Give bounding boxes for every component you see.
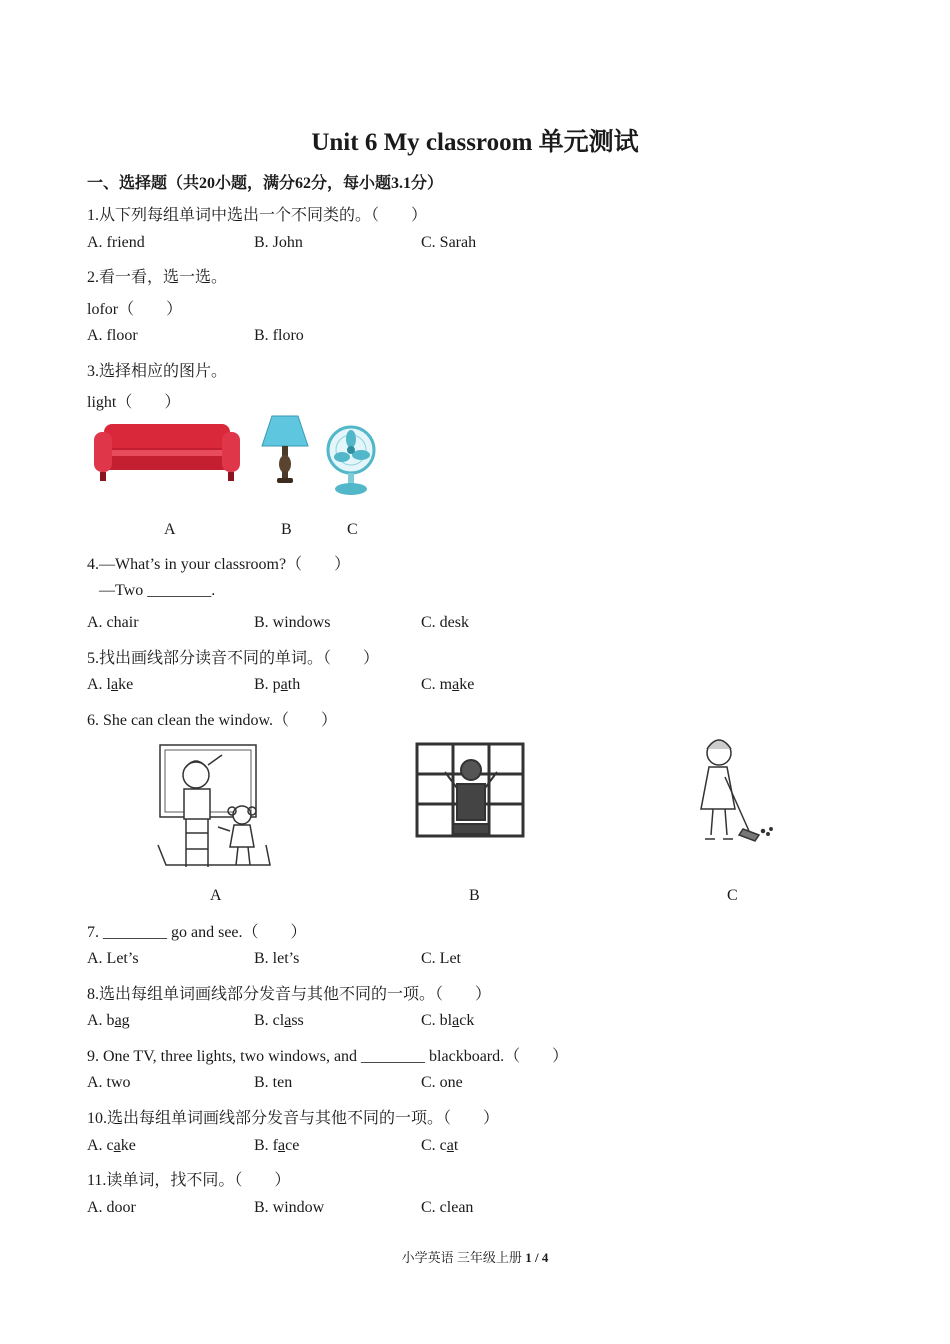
question-8-option-c: C. black bbox=[421, 1012, 475, 1029]
question-7-option-a: A. Let’s bbox=[87, 950, 139, 967]
question-6-label-b: B bbox=[469, 887, 480, 904]
question-2-word: lofor（ ） bbox=[87, 301, 183, 318]
footer-subject: 小学英语 三年级上册 bbox=[401, 1250, 526, 1265]
question-3-label-c: C bbox=[347, 521, 358, 538]
question-11-option-b: B. window bbox=[254, 1199, 325, 1216]
footer-separator: / bbox=[531, 1250, 542, 1265]
question-10-stem: 10.选出每组单词画线部分发音与其他不同的一项。（ ） bbox=[87, 1110, 500, 1127]
footer-page-total: 4 bbox=[541, 1250, 549, 1265]
question-10-option-c: C. cat bbox=[421, 1137, 459, 1154]
question-8-option-a: A. bag bbox=[87, 1012, 130, 1029]
question-5-option-b: B. path bbox=[254, 676, 301, 693]
question-9-option-b: B. ten bbox=[254, 1074, 293, 1091]
sofa-icon bbox=[94, 418, 240, 484]
question-4-line2: —Two ________. bbox=[99, 582, 216, 599]
section-heading: 一、选择题（共20小题，满分62分，每小题3.1分） bbox=[87, 175, 444, 192]
question-1-option-a: A. friend bbox=[87, 234, 145, 251]
question-2-option-b: B. floro bbox=[254, 327, 304, 344]
girl-sweeping-icon bbox=[689, 737, 777, 847]
page-title: Unit 6 My classroom 单元测试 bbox=[311, 129, 639, 156]
question-3-word: light（ ） bbox=[87, 394, 181, 411]
fan-icon bbox=[326, 425, 376, 497]
question-9-option-c: C. one bbox=[421, 1074, 463, 1091]
question-6-label-a: A bbox=[210, 887, 222, 904]
girl-cleaning-blackboard-icon bbox=[156, 741, 272, 869]
question-4-option-a: A. chair bbox=[87, 614, 139, 631]
question-7-option-c: C. Let bbox=[421, 950, 461, 967]
question-2-stem: 2.看一看，选一选。 bbox=[87, 269, 228, 286]
page-footer bbox=[0, 1247, 950, 1266]
question-1-option-b: B. John bbox=[254, 234, 303, 251]
question-5-option-c: C. make bbox=[421, 676, 475, 693]
question-9-stem: 9. One TV, three lights, two windows, and ________ blackboard.（ ） bbox=[87, 1048, 569, 1065]
question-9-option-a: A. two bbox=[87, 1074, 131, 1091]
footer-page-number: 1 bbox=[525, 1250, 532, 1265]
question-5-option-a: A. lake bbox=[87, 676, 134, 693]
question-10-option-a: A. cake bbox=[87, 1137, 136, 1154]
question-4-option-c: C. desk bbox=[421, 614, 469, 631]
question-3-label-b: B bbox=[281, 521, 292, 538]
question-8-stem: 8.选出每组单词画线部分发音与其他不同的一项。（ ） bbox=[87, 986, 492, 1003]
question-1-option-c: C. Sarah bbox=[421, 234, 477, 251]
question-11-stem: 11.读单词，找不同。（ ） bbox=[87, 1172, 291, 1189]
lamp-icon bbox=[262, 416, 308, 484]
question-4-stem: 4.—What’s in your classroom?（ ） bbox=[87, 556, 351, 573]
question-11-option-c: C. clean bbox=[421, 1199, 474, 1216]
question-2-option-a: A. floor bbox=[87, 327, 138, 344]
question-3-label-a: A bbox=[164, 521, 176, 538]
girl-cleaning-window-icon bbox=[413, 740, 527, 840]
question-4-option-b: B. windows bbox=[254, 614, 331, 631]
question-7-stem: 7. ________ go and see.（ ） bbox=[87, 924, 307, 941]
question-6-stem: 6. She can clean the window.（ ） bbox=[87, 712, 338, 729]
question-6-label-c: C bbox=[727, 887, 738, 904]
question-11-option-a: A. door bbox=[87, 1199, 136, 1216]
question-5-stem: 5.找出画线部分读音不同的单词。（ ） bbox=[87, 650, 380, 667]
question-10-option-b: B. face bbox=[254, 1137, 300, 1154]
question-8-option-b: B. class bbox=[254, 1012, 304, 1029]
question-1-stem: 1.从下列每组单词中选出一个不同类的。（ ） bbox=[87, 207, 428, 224]
question-3-stem: 3.选择相应的图片。 bbox=[87, 363, 228, 380]
question-7-option-b: B. let’s bbox=[254, 950, 300, 967]
